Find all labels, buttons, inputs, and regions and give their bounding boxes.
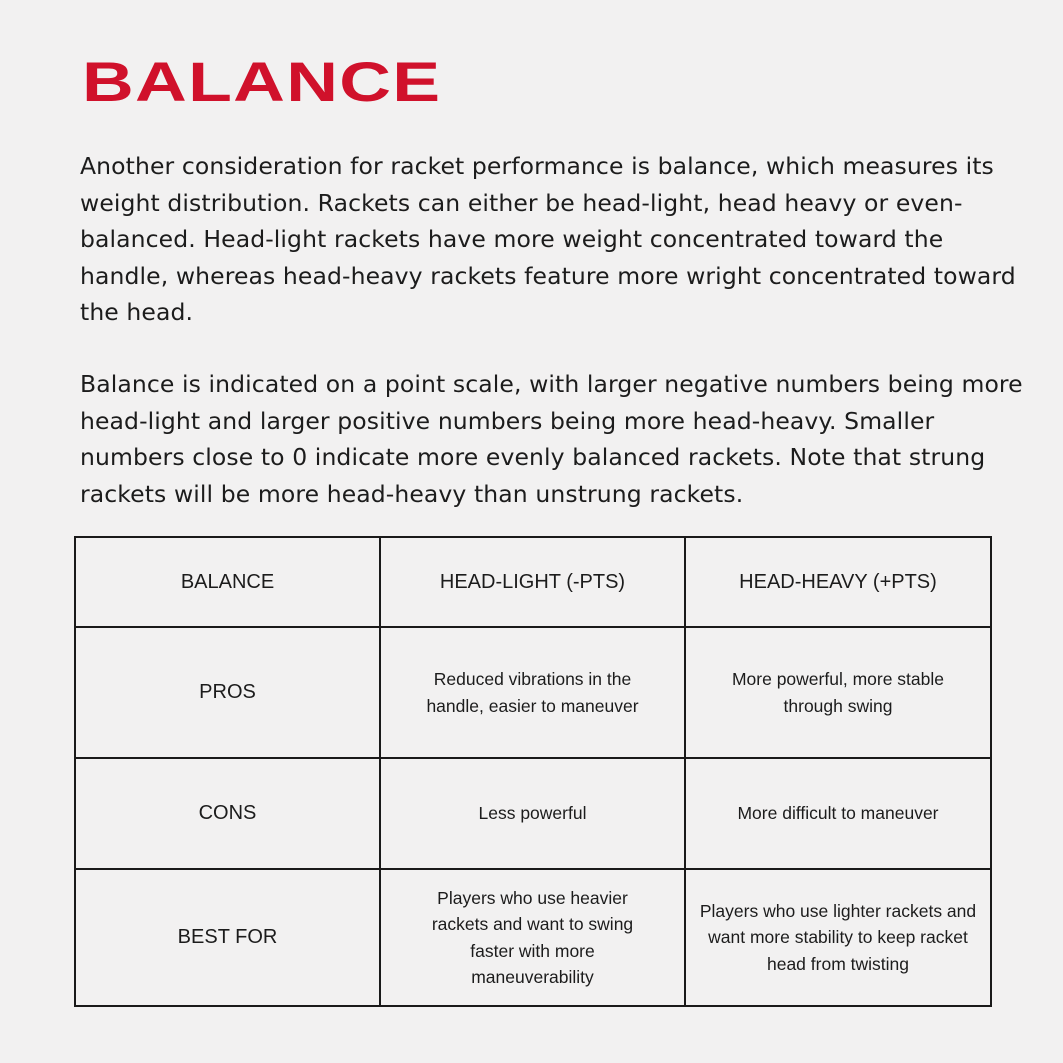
best-for-head-light: Players who use heavier rackets and want to swing faster with more maneuverability [380, 869, 685, 1006]
page-title: BALANCE [82, 50, 442, 113]
header-head-heavy: HEAD-HEAVY (+PTS) [685, 537, 991, 627]
cons-head-light: Less powerful [380, 758, 685, 869]
balance-comparison-table [74, 536, 992, 1007]
header-head-light: HEAD-LIGHT (-PTS) [380, 537, 685, 627]
pros-head-light: Reduced vibrations in the handle, easier to maneuver [380, 627, 685, 758]
row-label-pros: PROS [75, 627, 380, 758]
table-row [75, 627, 991, 758]
pros-head-heavy: More powerful, more stable through swing [685, 627, 991, 758]
header-balance: BALANCE [75, 537, 380, 627]
best-for-head-heavy: Players who use lighter rackets and want more stability to keep racket head from twisting [685, 869, 991, 1006]
table-row [75, 758, 991, 869]
cons-head-heavy: More difficult to maneuver [685, 758, 991, 869]
row-label-cons: CONS [75, 758, 380, 869]
intro-paragraph: Another consideration for racket performance is balance, which measures its weight distribution. Rackets can either be head-light, head heavy or even-balanced. Head-light rackets have more weight concentrated toward the handle, whereas head-heavy rackets feature more wright concentrated toward the head. [80, 152, 1016, 326]
row-label-best-for: BEST FOR [75, 869, 380, 1006]
table-row [75, 869, 991, 1006]
scale-paragraph: Balance is indicated on a point scale, with larger negative numbers being more head-light and larger positive numbers being more head-heavy. Smaller numbers close to 0 indicate more evenly balanced rackets. Note that strung rackets will be more head-heavy than unstrung rackets. [80, 370, 1023, 508]
table-header-row [75, 537, 991, 627]
